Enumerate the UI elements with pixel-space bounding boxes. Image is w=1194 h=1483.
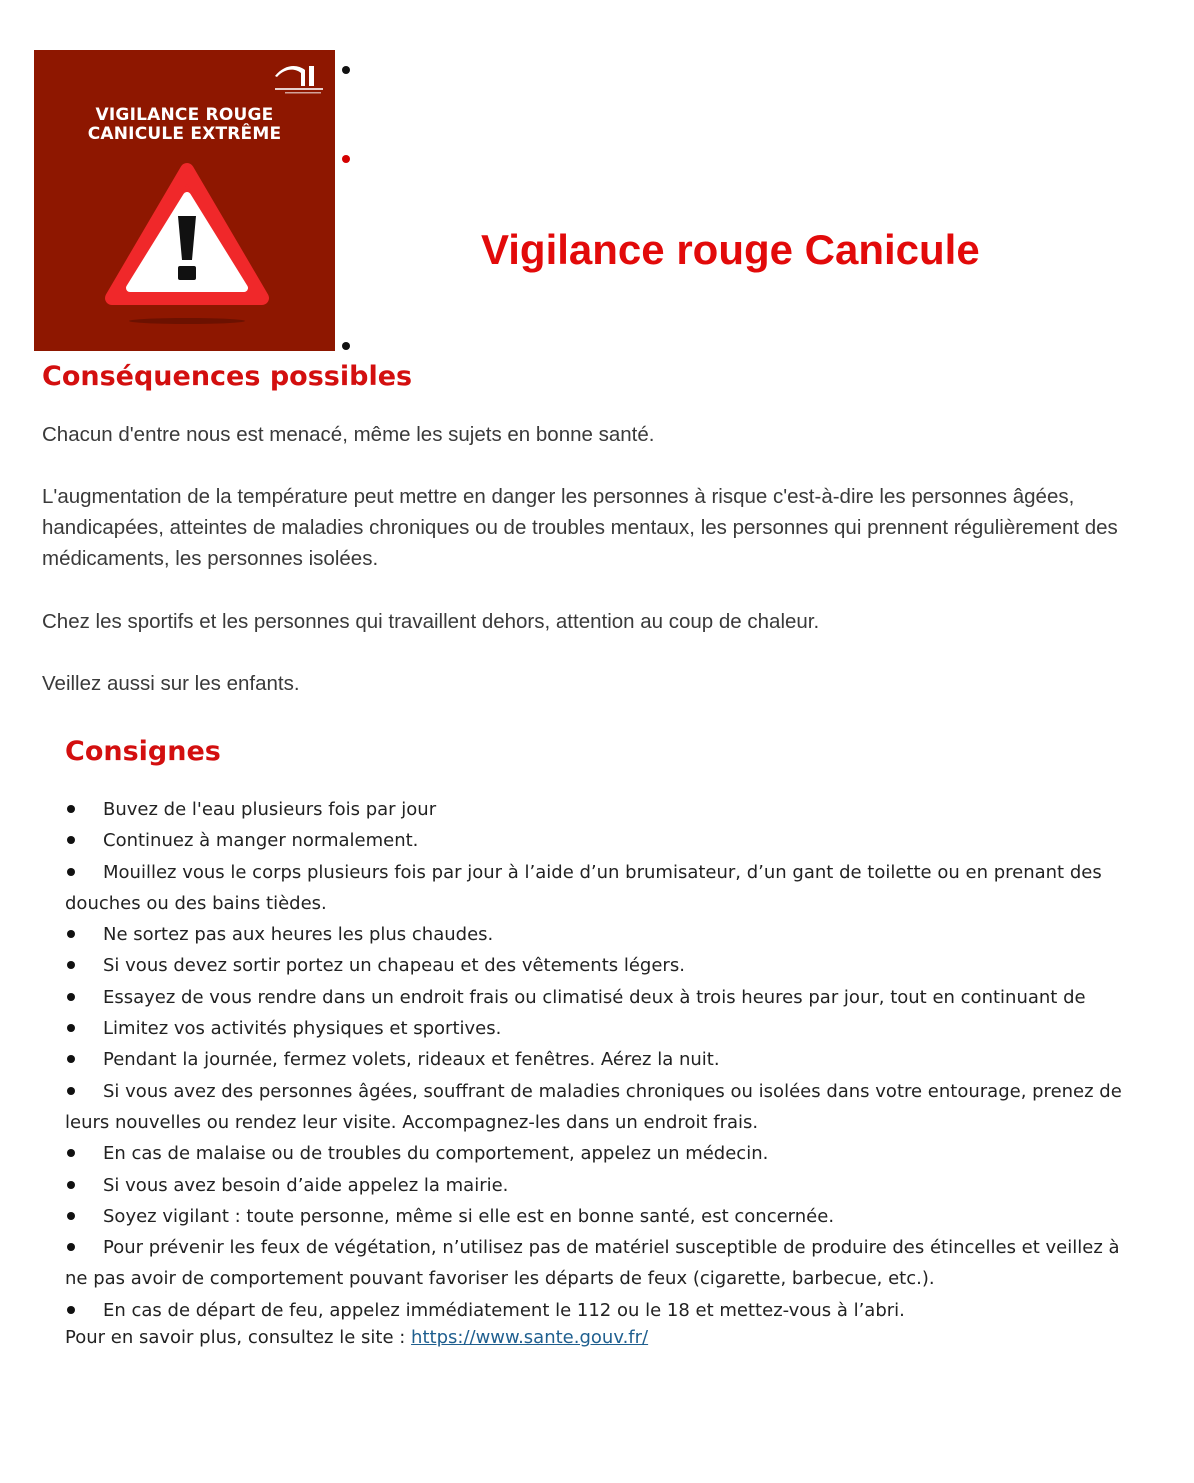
list-item-text: Mouillez vous le corps plusieurs fois par jour à l’aide d’un brumisateur, d’un gant de toilette ou en prenant des douches ou des bains tièdes. <box>65 861 1102 914</box>
list-item <box>65 1201 1130 1232</box>
list-bullet <box>342 342 350 350</box>
list-bullet <box>67 1024 75 1032</box>
more-info-text: Pour en savoir plus, consultez le site : <box>65 1327 412 1348</box>
list-item <box>65 1295 1130 1326</box>
list-bullet <box>67 961 75 969</box>
list-item-text: En cas de départ de feu, appelez immédiatement le 112 ou le 18 et mettez-vous à l’abri. <box>103 1299 905 1321</box>
list-bullet <box>67 1243 75 1251</box>
list-item-text: Buvez de l'eau plusieurs fois par jour <box>103 799 437 820</box>
list-item <box>65 857 1130 920</box>
list-bullet <box>342 66 350 74</box>
list-bullet <box>67 1212 75 1220</box>
list-item-text: Essayez de vous rendre dans un endroit frais ou climatisé deux à trois heures par jour, tout en continuant de <box>103 986 1086 1008</box>
logo-icon <box>271 56 327 96</box>
list-bullet <box>67 1149 75 1157</box>
list-item-text: Si vous devez sortir portez un chapeau et des vêtements légers. <box>103 955 685 977</box>
list-item <box>65 1044 1130 1075</box>
more-info <box>65 1323 648 1353</box>
list-bullet <box>67 805 75 813</box>
banner-text <box>34 106 335 144</box>
list-item-text: Soyez vigilant : toute personne, même si elle est en bonne santé, est concernée. <box>103 1205 835 1227</box>
list-item <box>65 794 1130 825</box>
banner-line-1: VIGILANCE ROUGE <box>95 105 274 125</box>
list-item <box>65 950 1130 981</box>
list-item-text: Pendant la journée, fermez volets, rideaux et fenêtres. Aérez la nuit. <box>103 1049 720 1071</box>
consequences-paragraph: L'augmentation de la température peut mettre en danger les personnes à risque c'est-à-dire les personnes âgées, handicapées, atteintes de maladies chroniques ou de troubles mentaux, les personnes qui prennent régulièrement des médicaments, les personnes isolées. <box>42 485 1118 570</box>
list-bullet <box>67 930 75 938</box>
sante-gouv-link[interactable]: https://www.sante.gouv.fr/ <box>411 1327 649 1348</box>
list-item-text: Ne sortez pas aux heures les plus chaudes. <box>103 924 494 946</box>
list-bullet <box>67 836 75 844</box>
list-bullet <box>67 1055 75 1063</box>
list-bullet <box>342 155 350 163</box>
list-item <box>65 1170 1130 1201</box>
list-item <box>65 1232 1130 1295</box>
consequences-heading: Conséquences possibles <box>42 361 413 392</box>
list-item <box>65 1076 1130 1139</box>
list-item-text: Limitez vos activités physiques et sportives. <box>103 1018 502 1040</box>
list-item-text: Si vous avez besoin d’aide appelez la mairie. <box>103 1174 509 1196</box>
banner-shadow <box>129 316 245 326</box>
list-item <box>65 919 1130 950</box>
banner-line-2: CANICULE EXTRÊME <box>87 124 282 144</box>
alert-banner-image <box>34 50 335 351</box>
list-bullet <box>67 993 75 1001</box>
list-item-text: Si vous avez des personnes âgées, souffrant de maladies chroniques ou isolées dans votre entourage, prenez de leurs nouvelles ou rendez leur visite. Accompagnez-les dans un endroit frais. <box>65 1080 1122 1133</box>
list-item-text: Continuez à manger normalement. <box>103 830 419 852</box>
consequences-paragraph: Chacun d'entre nous est menacé, même les sujets en bonne santé. <box>42 423 655 446</box>
list-bullet <box>67 1181 75 1189</box>
list-item-text: Pour prévenir les feux de végétation, n’utilisez pas de matériel susceptible de produire des étincelles et veillez à ne pas avoir de comportement pouvant favoriser les départs de feux (cigarette, barbecue, etc.). <box>65 1237 1120 1290</box>
consequences-paragraph: Veillez aussi sur les enfants. <box>42 672 300 695</box>
list-item <box>65 1013 1130 1044</box>
list-bullet <box>67 868 75 876</box>
list-item <box>65 825 1130 856</box>
list-bullet <box>67 1306 75 1314</box>
consignes-list <box>65 794 1130 1326</box>
list-bullet <box>67 1087 75 1095</box>
list-item <box>65 1138 1130 1169</box>
consignes-heading: Consignes <box>65 736 221 767</box>
consequences-paragraph: Chez les sportifs et les personnes qui travaillent dehors, attention au coup de chaleur. <box>42 610 820 633</box>
list-item <box>65 982 1130 1013</box>
page-title: Vigilance rouge Canicule <box>481 226 980 273</box>
warning-triangle-icon <box>104 160 270 310</box>
list-item-text: En cas de malaise ou de troubles du comportement, appelez un médecin. <box>103 1143 769 1165</box>
